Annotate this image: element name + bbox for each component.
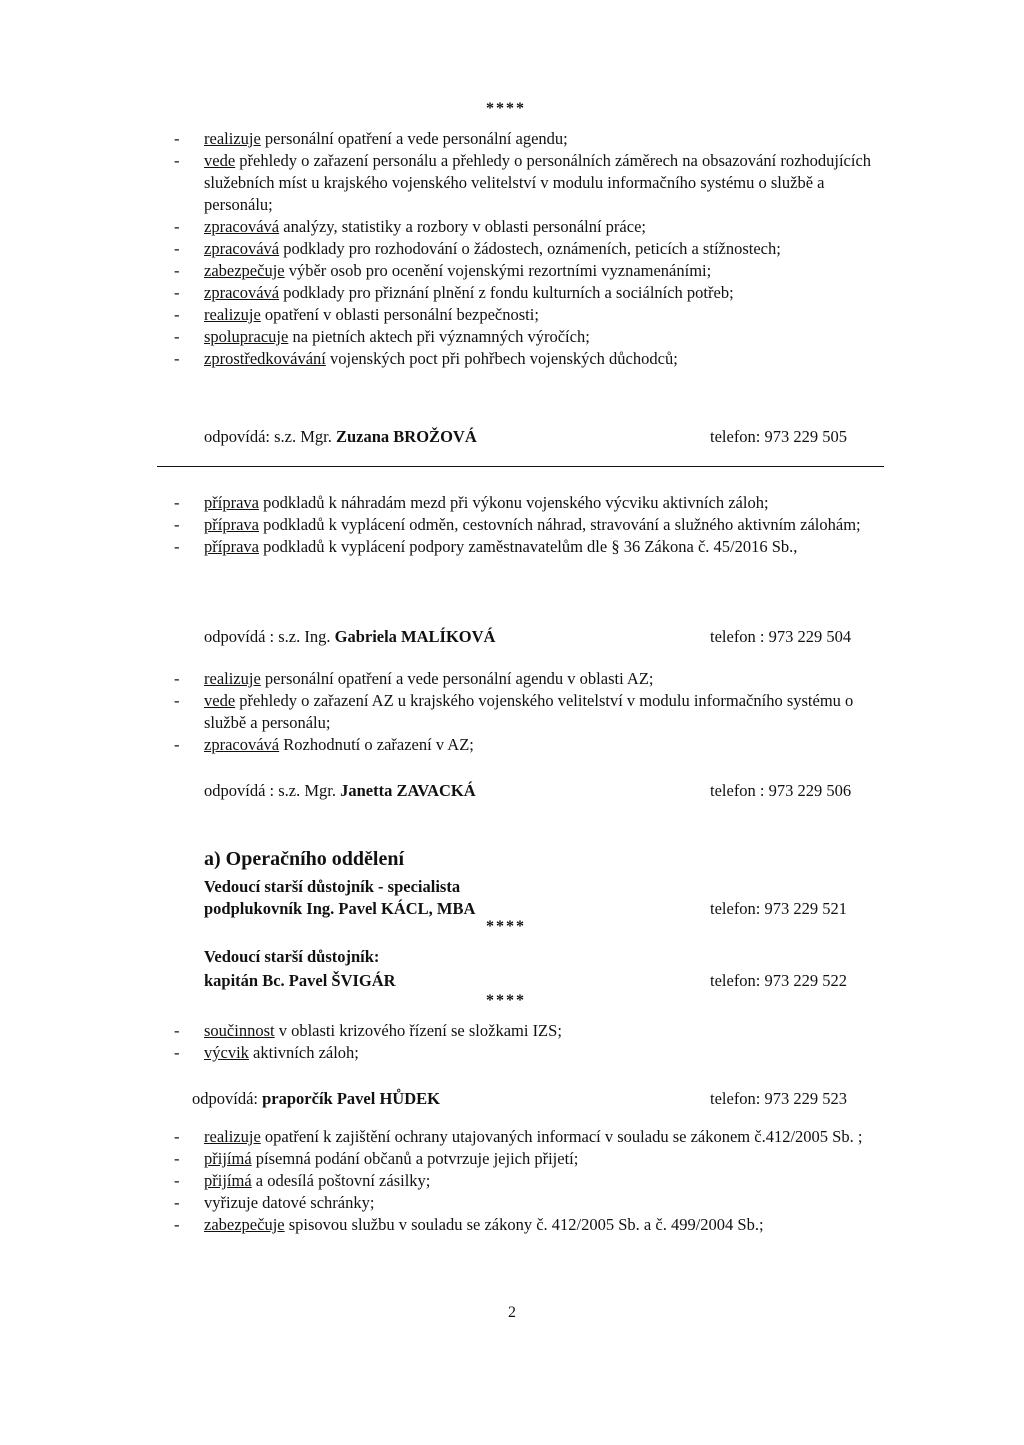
responsible-line	[204, 426, 884, 448]
item-verb: zpracovává	[204, 217, 280, 236]
item-verb: vede	[204, 151, 236, 170]
item-text: opatření v oblasti personální bezpečnosti;	[260, 305, 539, 324]
item-verb: vede	[204, 691, 236, 710]
list-item	[174, 128, 894, 150]
item-text: vyřizuje datové schránky;	[204, 1193, 375, 1212]
responsible-label: odpovídá:	[192, 1089, 263, 1108]
item-verb: součinnost	[204, 1021, 275, 1040]
list-item	[174, 734, 894, 756]
item-text: podkladů k vyplácení podpory zaměstnavatelům dle § 36 Zákona č. 45/2016 Sb.,	[258, 537, 798, 556]
item-verb: zabezpečuje	[204, 1215, 285, 1234]
responsible-name: praporčík Pavel HŮDEK	[262, 1089, 440, 1108]
phone-number: telefon: 973 229 521	[710, 899, 848, 918]
separator-stars: ****	[486, 992, 526, 1009]
list-item	[174, 260, 894, 282]
item-verb: zabezpečuje	[204, 261, 285, 280]
divider-line	[157, 466, 884, 467]
item-text: v oblasti krizového řízení se složkami IZS;	[274, 1021, 562, 1040]
responsible-name: Janetta ZAVACKÁ	[340, 781, 476, 800]
section1-list	[174, 128, 894, 370]
item-verb: příprava	[204, 493, 259, 512]
item-verb: realizuje	[204, 305, 261, 324]
role-title: Vedoucí starší důstojník:	[204, 947, 380, 966]
item-text: personální opatření a vede personální agendu v oblasti AZ;	[260, 669, 654, 688]
list-item	[174, 326, 894, 348]
item-verb: přijímá	[204, 1171, 252, 1190]
list-item	[174, 668, 894, 690]
item-text: na pietních aktech při významných výročích;	[288, 327, 590, 346]
item-verb: výcvik	[204, 1043, 249, 1062]
responsible-line	[204, 780, 884, 802]
list-item	[174, 514, 894, 536]
list-item	[174, 150, 894, 216]
item-text: opatření k zajištění ochrany utajovaných informací v souladu se zákonem č.412/2005 Sb. ;	[260, 1127, 863, 1146]
item-text: podkladů k náhradám mezd při výkonu vojenského výcviku aktivních záloh;	[258, 493, 769, 512]
list-item	[174, 536, 894, 558]
responsible-line	[192, 1088, 872, 1110]
list-item	[174, 1214, 894, 1236]
item-verb: realizuje	[204, 669, 261, 688]
item-text: výběr osob pro ocenění vojenskými rezortními vyznamenáními;	[284, 261, 712, 280]
person-name: kapitán Bc. Pavel ŠVIGÁR	[204, 971, 396, 990]
role-title: Vedoucí starší důstojník - specialista	[204, 877, 461, 896]
item-verb: příprava	[204, 537, 259, 556]
responsible-line	[204, 626, 884, 648]
item-text: přehledy o zařazení personálu a přehledy o personálních záměrech na obsazování rozhodujících služebních míst u krajského vojenského velitelství v modulu informačního systému o službě a personálu;	[204, 151, 872, 214]
list-item	[174, 282, 894, 304]
list-item	[174, 238, 894, 260]
item-text: aktivních záloh;	[248, 1043, 359, 1062]
list-item	[174, 1126, 894, 1148]
phone-number: telefon: 973 229 522	[710, 971, 848, 990]
section4-list	[174, 1020, 894, 1064]
item-text: personální opatření a vede personální agendu;	[260, 129, 568, 148]
list-item	[174, 492, 894, 514]
phone-number: telefon : 973 229 504	[710, 627, 852, 646]
section5-list	[174, 1126, 894, 1236]
list-item	[174, 1020, 894, 1042]
list-item	[174, 216, 894, 238]
list-item	[174, 1148, 894, 1170]
item-text: přehledy o zařazení AZ u krajského vojenského velitelství v modulu informačního systému o službě a personálu;	[204, 691, 854, 732]
responsible-name: Zuzana BROŽOVÁ	[336, 427, 477, 446]
item-verb: zpracovává	[204, 735, 280, 754]
item-text: vojenských poct při pohřbech vojenských důchodců;	[325, 349, 678, 368]
section2-list	[174, 492, 894, 558]
list-item	[174, 1170, 894, 1192]
phone-number: telefon: 973 229 523	[710, 1089, 848, 1108]
phone-number: telefon: 973 229 505	[710, 427, 848, 446]
responsible-name: Gabriela MALÍKOVÁ	[334, 627, 496, 646]
item-verb: zpracovává	[204, 283, 280, 302]
list-item	[174, 1042, 894, 1064]
item-text: podkladů k vyplácení odměn, cestovních náhrad, stravování a služného aktivním zálohám;	[258, 515, 861, 534]
item-text: a odesílá poštovní zásilky;	[251, 1171, 431, 1190]
list-item	[174, 304, 894, 326]
list-item	[174, 1192, 894, 1214]
section3-list	[174, 668, 894, 756]
item-verb: realizuje	[204, 129, 261, 148]
phone-number: telefon : 973 229 506	[710, 781, 852, 800]
responsible-label: odpovídá : s.z. Ing.	[204, 627, 335, 646]
section-heading: a) Operačního oddělení	[204, 848, 405, 870]
item-verb: realizuje	[204, 1127, 261, 1146]
item-verb: zpracovává	[204, 239, 280, 258]
page-number: 2	[508, 1304, 516, 1321]
responsible-label: odpovídá : s.z. Mgr.	[204, 781, 341, 800]
item-verb: přijímá	[204, 1149, 252, 1168]
separator-stars: ****	[486, 100, 526, 117]
item-text: podklady pro rozhodování o žádostech, oznámeních, peticích a stížnostech;	[279, 239, 781, 258]
item-text: Rozhodnutí o zařazení v AZ;	[279, 735, 474, 754]
separator-stars: ****	[486, 918, 526, 935]
item-text: spisovou službu v souladu se zákony č. 412/2005 Sb. a č. 499/2004 Sb.;	[284, 1215, 764, 1234]
item-text: podklady pro přiznání plnění z fondu kulturních a sociálních potřeb;	[279, 283, 734, 302]
list-item	[174, 348, 894, 370]
item-verb: spolupracuje	[204, 327, 289, 346]
item-text: písemná podání občanů a potvrzuje jejich přijetí;	[251, 1149, 579, 1168]
item-verb: příprava	[204, 515, 259, 534]
responsible-label: odpovídá: s.z. Mgr.	[204, 427, 336, 446]
person-name: podplukovník Ing. Pavel KÁCL, MBA	[204, 899, 476, 918]
list-item	[174, 690, 894, 734]
item-verb: zprostředkovávání	[204, 349, 326, 368]
item-text: analýzy, statistiky a rozbory v oblasti personální práce;	[279, 217, 646, 236]
